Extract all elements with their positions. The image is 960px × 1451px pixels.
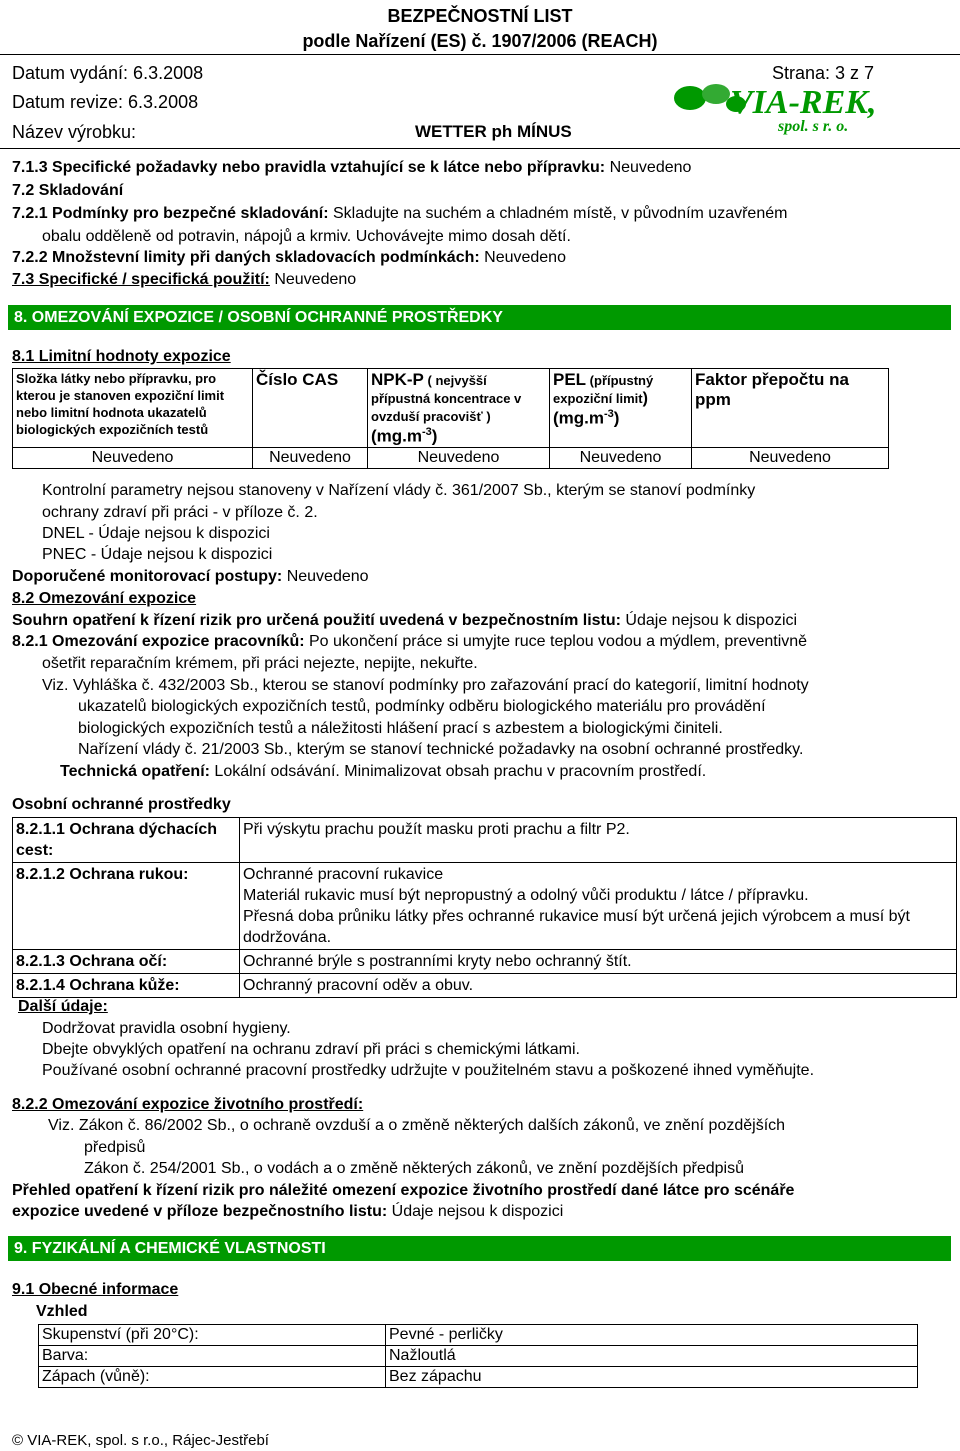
product-label: Název výrobku: <box>12 122 137 142</box>
doc-title: BEZPEČNOSTNÍ LIST <box>387 6 573 26</box>
property-key: Zápach (vůně): <box>39 1367 386 1388</box>
product-name: WETTER ph MÍNUS <box>415 122 572 141</box>
s7-2-title: 7.2 Skladování <box>12 182 124 199</box>
header-bottom-divider <box>0 148 960 149</box>
ppe-label: 8.2.1.1 Ochrana dýchacích cest: <box>13 818 240 863</box>
ppe-value: Při výskytu prachu použít masku proti prachu a filtr P2. <box>240 818 957 863</box>
table-row <box>13 974 957 998</box>
ppe-label: 8.2.1.2 Ochrana rukou: <box>13 863 240 950</box>
exposure-limits-table <box>12 368 889 469</box>
monitoring: Doporučené monitorovací postupy: Neuvedeno <box>12 568 369 585</box>
s8-2-title: 8.2 Omezování expozice <box>12 590 197 607</box>
s9-1-title: 9.1 Obecné informace <box>12 1281 179 1298</box>
appearance-title: Vzhled <box>36 1303 88 1320</box>
footer-copyright: © VIA-REK, spol. s r.o., Rájec-Jestřebí <box>12 1432 269 1449</box>
page-number: Strana: 3 z 7 <box>772 63 875 83</box>
ppe-table <box>12 817 957 998</box>
s8-2-1: 8.2.1 Omezování expozice pracovníků: Po ukončení práce si umyjte ruce teplou vodou a mýdlem, preventivně <box>12 633 808 650</box>
table-row <box>39 1346 918 1367</box>
col-cas: Číslo CAS <box>253 369 368 448</box>
env-title: 8.2.2 Omezování expozice životního prostředí: <box>12 1096 364 1113</box>
s7-1-3: 7.1.3 Specifické požadavky nebo pravidla vztahující se k látce nebo přípravku: Neuvedeno <box>12 159 692 176</box>
company-logo <box>670 80 932 140</box>
table-cell: Neuvedeno <box>550 448 692 469</box>
ppe-title: Osobní ochranné prostředky <box>12 796 231 813</box>
logo-main-text: VIA-REK, <box>730 84 877 121</box>
table-cell: Neuvedeno <box>253 448 368 469</box>
table-row <box>39 1325 918 1346</box>
s8-2-1-cont: ošetřit reparačním krémem, při práci nejezte, nepijte, nekuřte. <box>42 655 478 672</box>
env-law-86: Viz. Zákon č. 86/2002 Sb., o ochraně ovzduší a o změně některých dalších zákonů, ve znění pozdějších <box>48 1117 786 1134</box>
pnec: PNEC - Údaje nejsou k dispozici <box>42 546 273 563</box>
property-value: Bez zápachu <box>386 1367 918 1388</box>
decree-432: Viz. Vyhláška č. 432/2003 Sb., kterou se stanoví podmínky pro zařazování prací do kategorií, limitní hodnoty <box>42 677 809 694</box>
env-overview: Přehled opatření k řízení rizik pro náležité omezení expozice životního prostředí dané látce pro scénáře <box>12 1182 795 1199</box>
col-substance: Složka látky nebo přípravku, pro kterou je stanoven expoziční limit nebo limitní hodnota ukazatelů biologických expozičních testů <box>13 369 253 448</box>
col-pel: PEL (přípustný expoziční limit) $(mg.m^{-3})$ <box>550 369 692 448</box>
section-9-bar: 9. FYZIKÁLNÍ A CHEMICKÉ VLASTNOSTI <box>8 1236 951 1261</box>
s7-2-2: 7.2.2 Množstevní limity při daných skladovacích podmínkách: Neuvedeno <box>12 249 566 266</box>
s8-1-title: 8.1 Limitní hodnoty expozice <box>12 348 231 365</box>
dnel: DNEL - Údaje nejsou k dispozici <box>42 525 270 542</box>
table-cell: Neuvedeno <box>692 448 889 469</box>
decree-21: Nařízení vlády č. 21/2003 Sb., kterým se stanoví technické požadavky na osobní ochranné prostředky. <box>78 741 804 758</box>
property-value: Pevné - perličky <box>386 1325 918 1346</box>
decree-432-cont1: ukazatelů biologických expozičních testů, podmínky odběru biologického materiálu pro provádění <box>78 698 766 715</box>
logo-sub-text: spol. s r. o. <box>778 118 849 135</box>
other-info-1: Dodržovat pravidla osobní hygieny. <box>42 1020 291 1037</box>
doc-regulation: podle Nařízení (ES) č. 1907/2006 (REACH) <box>302 31 658 51</box>
env-overview-cont: expozice uvedené v příloze bezpečnostního listu: Údaje nejsou k dispozici <box>12 1203 564 1220</box>
table-row <box>39 1367 918 1388</box>
table-row <box>13 818 957 863</box>
ppe-label: 8.2.1.3 Ochrana očí: <box>13 950 240 974</box>
property-value: Nažloutlá <box>386 1346 918 1367</box>
section-8-bar: 8. OMEZOVÁNÍ EXPOZICE / OSOBNÍ OCHRANNÉ PROSTŘEDKY <box>8 305 951 330</box>
ppe-value: Ochranný pracovní oděv a obuv. <box>240 974 957 998</box>
control-params: Kontrolní parametry nejsou stanoveny v Nařízení vlády č. 361/2007 Sb., kterým se stanoví podmínky <box>42 482 756 499</box>
decree-432-cont2: biologických expozičních testů a náležitosti hlášení prací s azbestem a biologickými činiteli. <box>78 720 723 737</box>
table-header-row <box>13 369 889 448</box>
property-key: Barva: <box>39 1346 386 1367</box>
technical-measures: Technická opatření: Lokální odsávání. Minimalizovat obsah prachu v pracovním prostředí. <box>60 763 707 780</box>
table-row <box>13 863 957 950</box>
revision-date: Datum revize: 6.3.2008 <box>12 92 199 112</box>
s7-3: 7.3 Specifické / specifická použití: Neuvedeno <box>12 271 357 288</box>
table-row <box>13 448 889 469</box>
control-params-cont: ochrany zdraví při práci - v příloze č. 2. <box>42 504 318 521</box>
header-divider <box>0 54 960 55</box>
ppe-label: 8.2.1.4 Ochrana kůže: <box>13 974 240 998</box>
table-row <box>13 950 957 974</box>
col-npk: NPK-P ( nejvyšší přípustná koncentrace v ovzduší pracovišť ) $(mg.m^{-3})$ <box>368 369 550 448</box>
col-ppm: Faktor přepočtu na ppm <box>692 369 889 448</box>
issue-date: Datum vydání: 6.3.2008 <box>12 63 204 83</box>
properties-table <box>38 1324 918 1388</box>
env-law-254: Zákon č. 254/2001 Sb., o vodách a o změně některých zákonů, ve znění pozdějších předpisů <box>84 1160 744 1177</box>
other-info-2: Dbejte obvyklých opatření na ochranu zdraví při práci s chemickými látkami. <box>42 1041 580 1058</box>
s7-2-1-cont: obalu odděleně od potravin, nápojů a krmiv. Uchovávejte mimo dosah dětí. <box>42 228 571 245</box>
ppe-value: Ochranné brýle s postranními kryty nebo ochranný štít. <box>240 950 957 974</box>
table-cell: Neuvedeno <box>368 448 550 469</box>
env-law-86-cont: předpisů <box>84 1139 146 1156</box>
risk-summary: Souhrn opatření k řízení rizik pro určená použití uvedená v bezpečnostním listu: Údaje nejsou k dispozici <box>12 612 798 629</box>
ppe-value: Ochranné pracovní rukavice Materiál rukavic musí být nepropustný a odolný vůči produktu / látce / přípravku. Přesná doba průniku látky přes ochranné rukavice musí být určená jejich výrobcem a musí být dodržována. <box>240 863 957 950</box>
other-info-3: Používané osobní ochranné pracovní prostředky udržujte v použitelném stavu a poškozené ihned vyměňujte. <box>42 1062 815 1079</box>
table-cell: Neuvedeno <box>13 448 253 469</box>
s7-2-1: 7.2.1 Podmínky pro bezpečné skladování: Skladujte na suchém a chladném místě, v původním uzavřeném <box>12 205 788 222</box>
other-info-title: Další údaje: <box>18 998 108 1015</box>
property-key: Skupenství (při 20°C): <box>39 1325 386 1346</box>
